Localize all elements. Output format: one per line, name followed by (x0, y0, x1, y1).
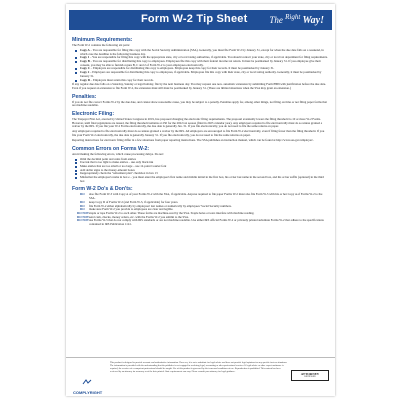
electronic-filing-heading: Electronic Filing: (72, 111, 115, 118)
tip-sheet-page (66, 4, 335, 396)
main-content (72, 34, 329, 357)
do-dont-tag: DO NOT (77, 210, 89, 215)
copy-text: – You are responsible for filing this copy with the appropriate state, city or local taxing authorities, if applicable. You should contact your state, city or local tax department for filing requirements. (89, 55, 328, 60)
footer (66, 357, 335, 396)
error-text: Omit the decimal point and cents from entries (80, 156, 136, 161)
bullet-icon (75, 166, 77, 168)
efile-paragraph-2: Any employers required to file electronically must do so unless granted a waiver by the IRS. All employers are encouraged to file Form W-2 electronically, even if filing fewer than the filing threshold. If you file your Form W-2 electronically, the due date is generally January 31. If you file electronically, you do not need to file the same returns on paper. (72, 129, 325, 138)
bullet-icon (75, 61, 77, 63)
tagline-way: Way! (302, 15, 324, 26)
do-dont-text: make sure Form W-2 you provide to employees are clear and legible. (89, 207, 174, 212)
copy-label: Copy C (80, 66, 90, 71)
common-errors-heading: Common Errors on Forms W-2: (72, 145, 150, 152)
dos-donts-heading: Form W-2 Do's & Don'ts: (72, 186, 133, 193)
brand-name: COMPLYRIGHT (73, 390, 103, 395)
badge-title: ATTORNEY (300, 371, 320, 376)
bullet-icon (75, 80, 77, 82)
min-requirements-intro: The Form W-2 contains the following six parts: (72, 43, 130, 47)
right-way-logo (269, 13, 324, 26)
complyright-mark-icon (82, 379, 92, 385)
efile-paragraph-1: The Taxpayer First Act, enacted by United States Congress in 2019, has proposed changing the electronic filing requirements. The proposal eventually lowers the filing threshold to 10 or more W-2 Forms. However, until final regulations are issued, the filing threshold remains at 250 for the 2022 tax season (filed in 2023 calendar year). Any employers required to file electronically must do so unless granted a waiver by the IRS. If you file your W-2 Forms electronically, the due date is generally Jan. 31. If you file electronically, you do not need to file the same returns on paper. (72, 117, 323, 129)
error-text: Misformat the employee's name in box e – you must enter the employee's first name and middle initial in the first box, his or her last name in the second box, and his or her suffix (optional) in the third box (80, 175, 324, 183)
do-dont-text: staple or tape Forms W-2 to each other. These forms are machine-read by the SSA. Staple holes or tears interfere with machine reading. (89, 210, 255, 215)
copy-label: Copy A (80, 47, 90, 52)
bullet-icon (75, 72, 77, 74)
badge-subtitle: REVIEWED (304, 375, 316, 378)
copy-label: Copy 1 (80, 55, 90, 60)
do-dont-text: keep Copy D of Forms W-2 (and Form W-3, if applicable) for four years. (89, 199, 179, 204)
complyright-logo (73, 372, 103, 395)
bullet-icon (75, 177, 77, 179)
do-dont-text: file Form W-2 either alphabetically by employees' last names or numerically by employees' Social Security numbers. (89, 203, 232, 208)
copy-text: – Employers are responsible for distributing this copy to employees, if applicable. Employees file this copy with their state, city or local taxing authority. Generally, it must be postmarked by January 31. (80, 70, 322, 78)
copy-text: – You are responsible for filing this copy with the Social Security Administration (SSA). Generally, you must file Form W-2 by January 31, except for when the due date falls on a weekend, in which case the deadline is the following business day. (80, 47, 324, 56)
bullet-icon (75, 57, 77, 59)
do-dont-tag: DO (80, 203, 85, 208)
error-text: Make entries that are too small or too large – use 12-point Courier font (80, 163, 167, 168)
page-title: Form W-2 Tip Sheet (141, 13, 248, 25)
bullet-icon (75, 170, 77, 172)
copy-label: Copy 2 (80, 70, 90, 75)
bullet-icon (75, 173, 77, 175)
efile-paragraph-3: Reporting instructions for electronic filing differ in a few situations from paper reporting instructions. The SSA publishes an instruction manual, which can be found at http://www.ssa.gov/employer/. (72, 137, 314, 142)
legal-disclaimer: This product is designed to provide accurate and authoritative information. However, it is not a substitute for legal advice and does not provide legal opinions for any specific facts or situations. The information is provided with the understanding that the publisher is not engaged in rendering legal, accounting or other professional services. If legal advice or other expert assistance is required, the services of a competent professional should be sought. Use of this product is governed by the terms and conditions of use. Reproduction is prohibited. This content has been reviewed by an attorney for accuracy as of the date printed. State requirements can vary. Please consult your attorney for legal guidance. (110, 362, 288, 373)
error-text: Use ink that is too light to make entries – use only black ink (80, 160, 154, 165)
penalties-heading: Penalties: (72, 93, 97, 100)
common-errors-intro: Avoid making the following errors, which cause processing delays. Do not: (72, 151, 164, 156)
copies-list (72, 49, 329, 82)
copy-text: – You are responsible for distributing this copy to employees. Employees file this copy with their federal income tax return. It must be postmarked by January 31. If you employee give their consent, you may be able to furnish copies B, C and 2 of Form W-2 to your employees electronically. (80, 59, 321, 67)
copy-text: – Employers are responsible for distributing this copy to employees. Employees keep this copy for their records. It must be postmarked by January 31. (89, 66, 275, 71)
do-dont-tag: DO (80, 199, 85, 204)
title-banner (69, 10, 332, 30)
due-date-note: If any regular due date falls on a Saturday, Sunday or legal holiday, file by the next business day. You may request one non- automatic extension by submitting Form 8809 with justification before the due date. Even if you request an extension to file Form W-2, the extension must still must be postmarked by January 31. (There are limited situations when the SSA may grant an extension.) (72, 82, 326, 90)
error-text: Inappropriately check the "retirement plan" checkbox in box 13 (80, 171, 158, 176)
bullet-icon (75, 162, 77, 164)
do-dont-text: also file Form W-3 with Copy A of your Forms W-2 with the SSA, if applicable. Anyone required to file paper Forms W-2 must also file Form W-3 with his or her Copy A of Forms W-2 to the SSA. (89, 192, 323, 201)
tagline-right: Right (285, 13, 301, 21)
do-dont-tag: DO (80, 192, 85, 197)
bullet-icon (75, 68, 77, 70)
do-dont-text: send cash, checks, money orders, etc. with the Forms W-2 you submit to the SSA. (89, 214, 189, 219)
copy-text: – Employers must retain this copy for their records. (89, 77, 154, 82)
bullet-icon (75, 159, 77, 161)
do-dont-tag: DO NOT (77, 218, 89, 223)
penalties-text: If you do not file correct Forms W-2 by the due date, and cannot show reasonable cause, you may be subject to a penalty. Penalties apply for, among other things, not filing on time or not filing paper forms that are machine readable. (72, 99, 327, 108)
copy-label: Copy D (80, 77, 90, 82)
error-text: Add dollar signs to the money-amount boxes (80, 167, 135, 172)
error-item (80, 176, 329, 183)
do-dont-text: use Forms W-3 that do not comply with IRS standards or are not machine readable. Use either IRS official Forms W-2 or privately printed substitute Forms W-2 that adhere to the specifications contained in IRS Publication 1141. (89, 218, 324, 227)
copy-label: Copy B (80, 59, 90, 63)
tagline-pre: The (269, 15, 283, 25)
errors-list (72, 158, 329, 184)
min-requirements-heading: Minimum Requirements: (72, 37, 133, 43)
do-dont-tag: DO NOT (77, 214, 89, 219)
dos-donts-list (72, 193, 329, 226)
attorney-reviewed-badge (291, 370, 329, 381)
bullet-icon (75, 50, 77, 52)
do-dont-item (77, 218, 329, 227)
copy-item (80, 79, 329, 83)
do-dont-tag: DO (80, 207, 85, 212)
